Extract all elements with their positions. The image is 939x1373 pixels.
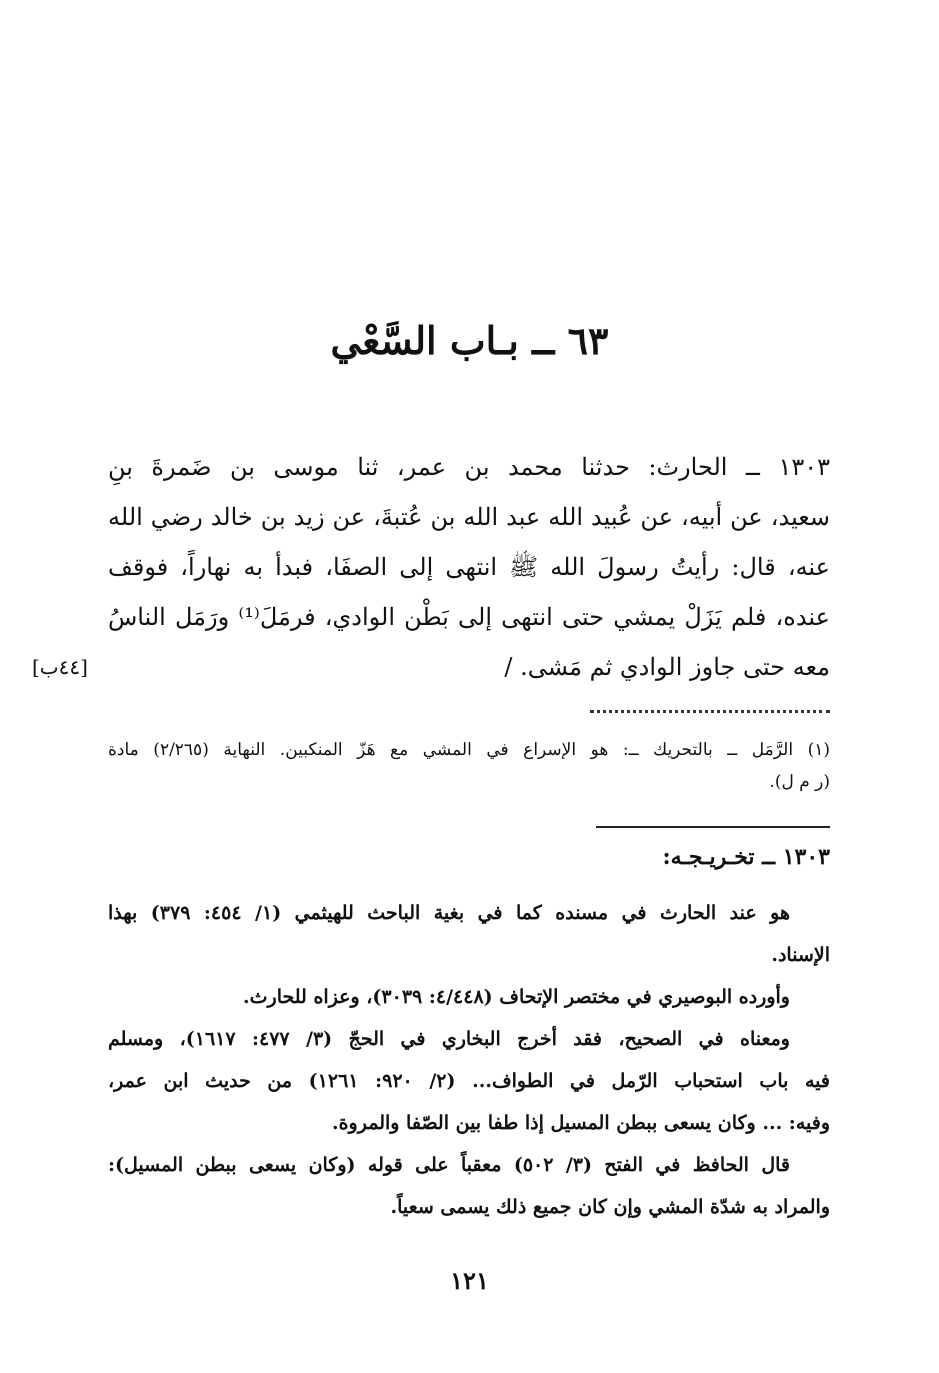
takhrij-paragraph [108, 1144, 830, 1228]
footnote-separator-dots [590, 700, 830, 713]
hadith-text [108, 442, 830, 692]
takhrij-heading: ١٣٠٣ ــ تخـريـجـه: [662, 844, 830, 870]
takhrij-line: وأورده البوصيري في مختصر الإتحاف (٤/٤٤٨: ٣٠٣٩)، وعزاه للحارث. [243, 986, 790, 1008]
footnotes [108, 734, 830, 798]
hadith-line: عنه، قال: رأيتُ رسولَ الله ﷺ انتهى إلى الصفَا، فبدأ به نهاراً، فوقف [108, 553, 830, 581]
chapter-title: ٦٣ ــ بـاب السَّعْي [330, 318, 609, 363]
hadith-line: سعيد، عن أبيه، عن عُبيد الله عبد الله بن عُتبةَ، عن زيد بن خالد رضي الله [108, 503, 830, 531]
takhrij-body [108, 892, 830, 1228]
manuscript-folio-marker: [٤٤ب] [32, 655, 88, 679]
hadith-line: ١٣٠٣ ــ الحارث: حدثنا محمد بن عمر، ثنا موسى بن ضَمرةَ بنِ [108, 453, 830, 481]
takhrij-paragraph [108, 1018, 830, 1144]
takhrij-paragraph [108, 976, 830, 1018]
takhrij-paragraph [108, 892, 830, 976]
section-divider [596, 826, 830, 828]
footnote [108, 734, 830, 798]
takhrij-line: قال الحافظ في الفتح (٣/ ٥٠٢) معقباً على قوله (وكان يسعى ببطن المسيل): [108, 1154, 791, 1176]
hadith-line: عنده، فلم يَزَلْ يمشي حتى انتهى إلى بَطْن الوادي، فرمَلَ⁽¹⁾ ورَمَل الناسُ [108, 603, 830, 631]
takhrij-line: ومعناه في الصحيح، فقد أخرج البخاري في الحجّ (٣/ ٤٧٧: ١٦١٧)، ومسلم [108, 1028, 790, 1050]
hadith-line: معه حتى جاوز الوادي ثم مَشى. / [504, 653, 830, 681]
takhrij-line: فيه باب استحباب الرّمل في الطواف... (٢/ ٩٢٠: ١٢٦١) من حديث ابن عمر، [108, 1070, 830, 1092]
takhrij-line: والمراد به شدّة المشي وإن كان جميع ذلك يسمى سعياً. [390, 1196, 830, 1218]
takhrij-line: هو عند الحارث في مسنده كما في بغية الباحث للهيثمي (١/ ٤٥٤: ٣٧٩) بهذا [108, 902, 791, 924]
footnote-line: (١) الرَّمَل ــ بالتحريك ــ: هو الإسراع في المشي مع هَزّ المنكبين. النهاية (٢/٢٦٥) مادة [108, 740, 830, 760]
footnote-line: (ر م ل). [769, 772, 830, 792]
page-number: ١٢١ [450, 1266, 489, 1295]
takhrij-line: الإسناد. [771, 944, 830, 966]
takhrij-line: وفيه: ... وكان يسعى ببطن المسيل إذا طفا بين الصّفا والمروة. [331, 1112, 830, 1134]
